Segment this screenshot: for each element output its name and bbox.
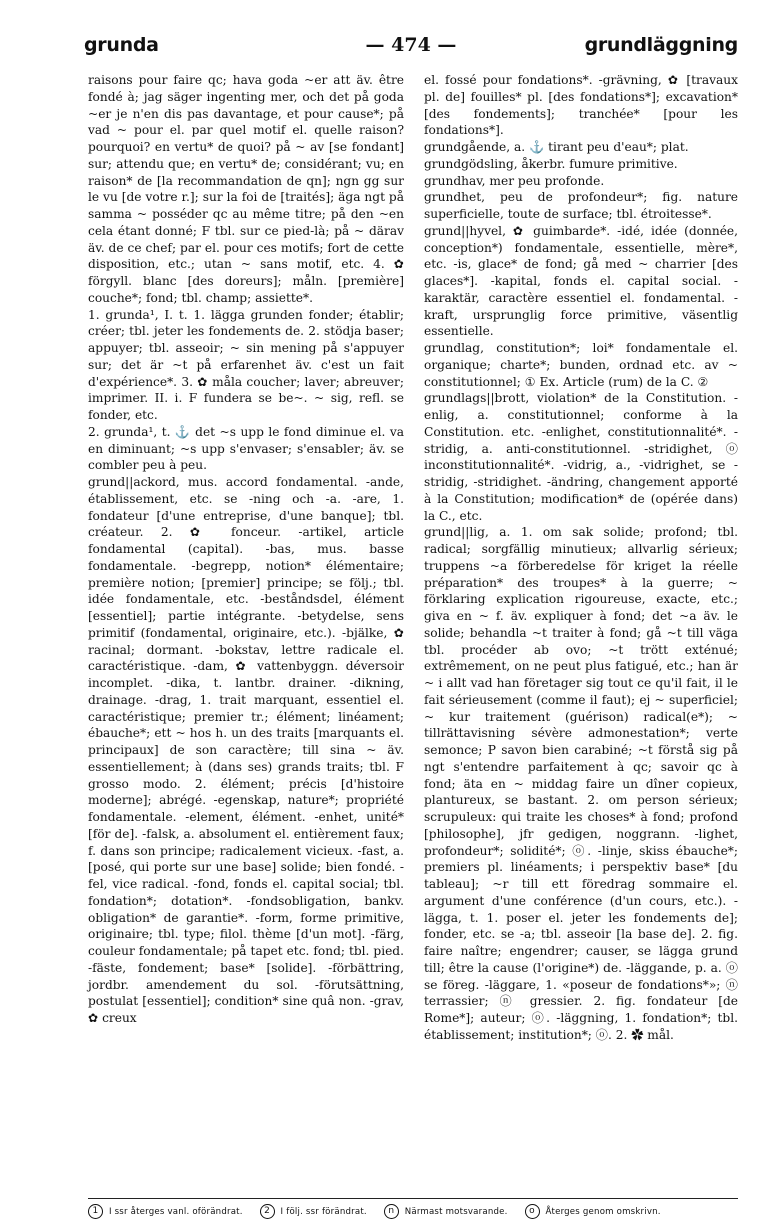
footnote-text: Närmast motsvarande.: [404, 1207, 508, 1217]
dictionary-entry: grundgödsling, åkerbr. fumure primitive.: [424, 156, 678, 171]
footnote-text: Återges genom omskrivn.: [545, 1207, 661, 1217]
dictionary-entry: grundlags||brott, violation* de la Constitution. -enlig, a. constitutionnel; conforme à la Constitution. etc. -enlighet, constitutionnalité*. -stridig, a. anti-constitutionnel. -stridighet, ⓞ inconstitutionnalité*. -vidrig, a., -vidrighet, se -stridig, -stridighet. -ändring, changement apporté à la Constitution; modification* de (opérée dans) la C., etc.: [424, 391, 738, 523]
dictionary-entry: grund||ackord, mus. accord fondamental. -ande, établissement, etc. se -ning och -a. -are, 1. fondateur [d'une entreprise, d'une banque]; tbl. créateur. 2. ✿ fonceur. -artikel, article fondamental (capital). -bas, mus. basse fondamentale. -begrepp, notion* élémentaire; première notion; [premier] principe; se följ.; tbl. idée fondamentale, etc. -beståndsdel, élément [essentiel]; partie intégrante. -betydelse, sens primitif (fondamental, originaire, etc.). -bjälke, ✿ racinal; dormant. -bokstav, lettre radicale el. caractéristique. -dam, ✿ vattenbyggn. déversoir incomplet. -dika, t. lantbr. drainer. -dikning, drainage. -drag, 1. trait marquant, essentiel el. caractéristique; premier tr.; élément; linéament; ébauche*; ett ~ hos h. un des traits [marquants el. principaux] de son caractère; till sina ~ äv. essentiellement; à (dans ses) grands traits; tbl. F grosso modo. 2. élément; précis [d'histoire moderne]; abrégé. -egenskap, nature*; propriété fondamentale. -element, élément. -enhet, unité* [för de]. -falsk, a. absolument el. entièrement faux; f. dans son principe; radicalement vicieux. -fast, a. [posé, qui porte sur une base] solide; bien fondé. -fel, vice radical. -fond, fonds el. capital social; tbl. fondation*; dotation*. -fondsobligation, bankv. obligation* de garantie*. -form, forme primitive, originaire; tbl. type; filol. thème [d'un mot]. -färg, couleur fondamentale; på tapet etc. fond; tbl. pied. -fäste, fondement; base* [solide]. -förbättring, jordbr. amendement du sol. -förutsättning, postulat [essentiel]; condition* sine quâ non. -grav, ✿ creux: [88, 475, 404, 1025]
footnote-marker: 1: [88, 1204, 103, 1219]
dictionary-entry: grundhet, peu de profondeur*; fig. nature superficielle, toute de surface; tbl. étroitesse*.: [424, 190, 738, 221]
dictionary-entry: el. fossé pour fondations*. -grävning, ✿ [travaux pl. de] fouilles* pl. [des fondations*]; excavation* [des fondements]; tranchée* [pour les fondations*].: [424, 73, 738, 138]
dictionary-entry: grundlag, constitution*; loi* fondamentale el. organique; charte*; bunden, ordnad etc. av ~ constitutionnel; ① Ex. Article (rum) de la C. ②: [424, 341, 738, 389]
dictionary-entry: grund||hyvel, ✿ guimbarde*. -idé, idée (donnée, conception*) fondamentale, essentielle, mère*, etc. -is, glace* de fond; gå med ~ charrier [des glaces*]. -kapital, fonds el. capital social. -karaktär, caractère essentiel el. fondamental. -kraft, ursprunglig force primitive, väsentlig essentielle.: [424, 223, 738, 339]
left-column: [88, 72, 404, 1027]
dictionary-entry: grund||lig, a. 1. om sak solide; profond; tbl. radical; sorgfällig minutieux; allvarlig sérieux; truppens ~a förberedelse för kriget la réelle préparation* des troupes* à la guerre; ~ förklaring explication rigoureuse, exacte, etc.; giva en ~ f. äv. expliquer à fond; det ~a äv. le solide; behandla ~t traiter à fond; gå ~t till väga tbl. procéder ab ovo; ~t trött exténué; extrêmement, on ne peut plus fatigué, etc.; han är ~ i allt vad han företager sig tout ce qu'il fait, il le fait sérieusement (comme il faut); ej ~ superficiel; ~ kur traitement (guérison) radical(e*); ~ tillrättavisning sévère admonestation*; verte semonce; P savon bien carabiné; ~t förstå sig på ngt s'entendre parfaitement à qc; savoir qc à fond; äta en ~ middag faire un dîner copieux, plantureux, se bastant. 2. om person sérieux; scrupuleux: qui traite les choses* à fond; profond [philosophe], jfr gedigen, noggrann. -lighet, profondeur*; solidité*; ⓞ. -linje, skiss ébauche*; premiers pl. linéaments; i perspektiv base* [du tableau]; ~r till ett föredrag sommaire el. argument d'une conférence (d'un cours, etc.). -lägga, t. 1. poser el. jeter les fondements de]; fonder, etc. se -a; tbl. asseoir [la base de]. 2. fig. faire naître; engendrer; causer, se lägga grund till; être la cause (l'origine*) de. -läggande, p. a. ⓞ se föreg. -läggare, 1. «poseur de fondations*»; ⓝ terrassier; ⓝ gressier. 2. fig. fondateur [de Rome*]; auteur; ⓞ. -läggning, 1. fondation*; tbl. établissement; institution*; ⓞ. 2. ✿ mål.: [424, 525, 738, 1042]
footnote: [260, 1204, 367, 1220]
footnote-marker: o: [525, 1204, 540, 1219]
page-header: [84, 34, 738, 64]
footnote-text: I ssr återges vanl. oförändrat.: [108, 1207, 243, 1217]
footnote-text: I följ. ssr förändrat.: [280, 1207, 367, 1217]
footnote: [525, 1204, 661, 1220]
dictionary-entry: raisons pour faire qc; hava goda ~er att äv. être fondé à; jag säger ingenting mer, och det på goda ~er je n'en dis pas davantage, et pour cause*; på vad ~ pour el. par quel motif el. quelle raison? pourquoi? en vertu* de quoi? på ~ av [se fondant] sur; attendu que; en vertu* de; considérant; vu; en raison* de [la recommandation de qn]; ngn gg sur le vu [de votre r.]; sur la foi de [traités]; äga ngt på samma ~ posséder qc au même titre; på den ~en cela étant donné; F tbl. sur ce pied-là; på ~ därav äv. de ce chef; par el. pour ces motifs; fort de cette disposition, etc.; utan ~ sans motif, etc. 4. ✿ förgyll. blanc [des doreurs]; måln. [première] couche*; fond; tbl. champ; assiette*.: [88, 73, 404, 305]
dictionary-entry: 2. grunda¹, t. ⚓ det ~s upp le fond diminue el. va en diminuant; ~s upp s'envaser; s'ensabler; äv. se combler peu à peu.: [88, 424, 404, 473]
footnote: [88, 1204, 243, 1220]
footnote: [384, 1204, 508, 1220]
footnote-marker: 2: [260, 1204, 275, 1219]
footnote-divider: [88, 1198, 738, 1199]
dictionary-entry: grundgående, a. ⚓ tirant peu d'eau*; plat.: [424, 140, 689, 154]
dictionary-entry: 1. grunda¹, I. t. 1. lägga grunden fonder; établir; créer; tbl. jeter les fondements de. 2. stödja baser; appuyer; tbl. asseoir; ~ sin mening på s'appuyer sur; det är ~t på erfarenhet äv. c'est un fait d'expérience*. 3. ✿ måla coucher; laver; abreuver; imprimer. II. i. F fundera se be~. ~ sig, refl. se fonder, etc.: [88, 307, 404, 422]
right-column: [424, 72, 738, 1044]
page-number: — 474 —: [365, 34, 457, 56]
left-running-headword: grunda: [84, 34, 159, 56]
dictionary-entry: grundhav, mer peu profonde.: [424, 173, 605, 188]
footnote-marker: n: [384, 1204, 399, 1219]
right-running-headword: grundläggning: [584, 34, 738, 56]
footnotes: [88, 1204, 738, 1222]
